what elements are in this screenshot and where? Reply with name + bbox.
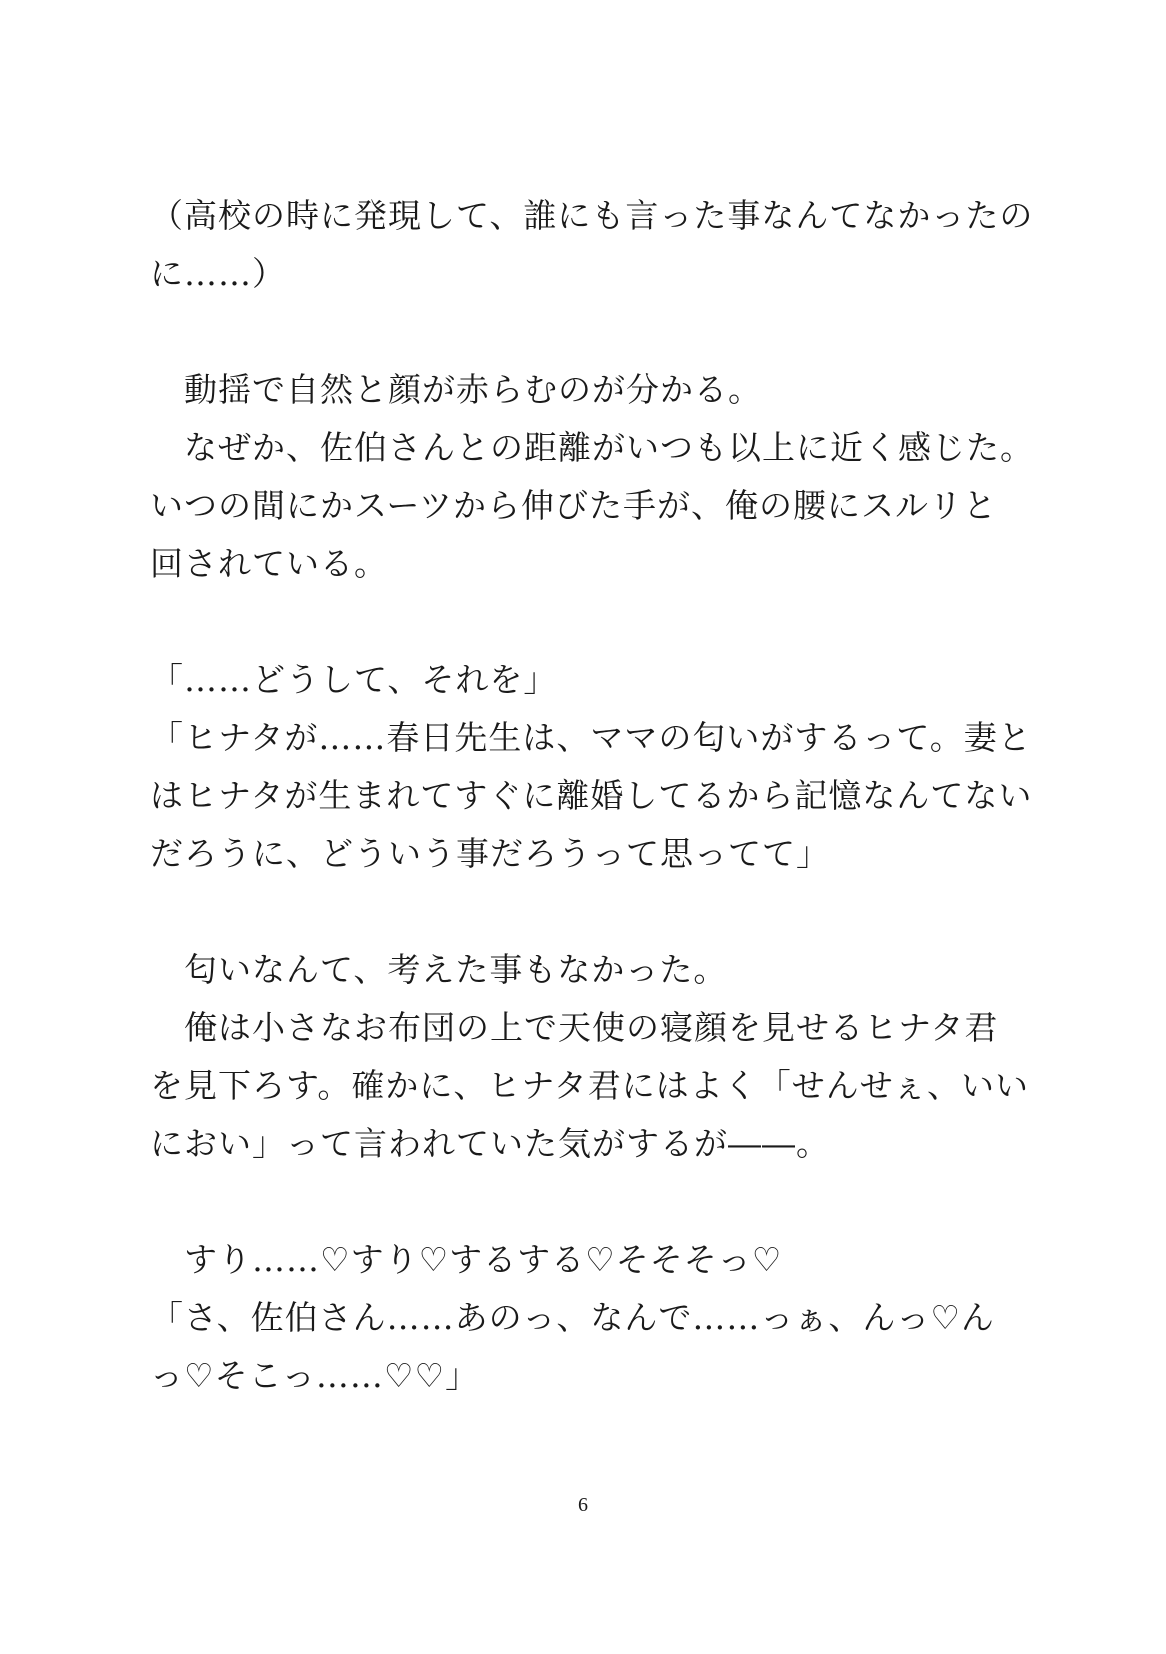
- text-line: 匂いなんて、考えた事もなかった。: [150, 950, 728, 989]
- text-line: （高校の時に発現して、誰にも言った事なんてなかったの: [150, 196, 1034, 235]
- text-line: っ♡そこっ……♡♡」: [150, 1356, 480, 1395]
- text-line: 回されている。: [150, 544, 388, 583]
- text-line: なぜか、佐伯さんとの距離がいつも以上に近く感じた。: [150, 428, 1034, 467]
- blank-line: [150, 303, 1030, 361]
- text-line: だろうに、どういう事だろうって思ってて」: [150, 834, 830, 873]
- blank-line: [150, 593, 1030, 651]
- text-line: 「さ、佐伯さん……あのっ、なんで……っぁ、んっ♡ん: [150, 1298, 995, 1337]
- text-line: いつの間にかスーツから伸びた手が、俺の腰にスルリと: [150, 486, 998, 525]
- page-number: 6: [578, 1494, 588, 1516]
- text-line: におい」って言われていた気がするが――。: [150, 1124, 830, 1163]
- text-line: を見下ろす。確かに、ヒナタ君にはよく「せんせぇ、いい: [150, 1066, 1030, 1105]
- blank-line: [150, 1173, 1030, 1231]
- text-line: 俺は小さなお布団の上で天使の寝顔を見せるヒナタ君: [150, 1008, 999, 1047]
- body-text: [150, 187, 1034, 1405]
- text-line: に……）: [150, 254, 286, 293]
- text-line: すり……♡すり♡するする♡そそそっ♡: [150, 1240, 783, 1279]
- text-line: はヒナタが生まれてすぐに離婚してるから記憶なんてない: [150, 776, 1033, 815]
- blank-line: [150, 883, 1030, 941]
- text-line: 「……どうして、それを」: [150, 660, 558, 699]
- text-line: 動揺で自然と顔が赤らむのが分かる。: [150, 370, 762, 409]
- text-line: 「ヒナタが……春日先生は、ママの匂いがするって。妻と: [150, 718, 1032, 757]
